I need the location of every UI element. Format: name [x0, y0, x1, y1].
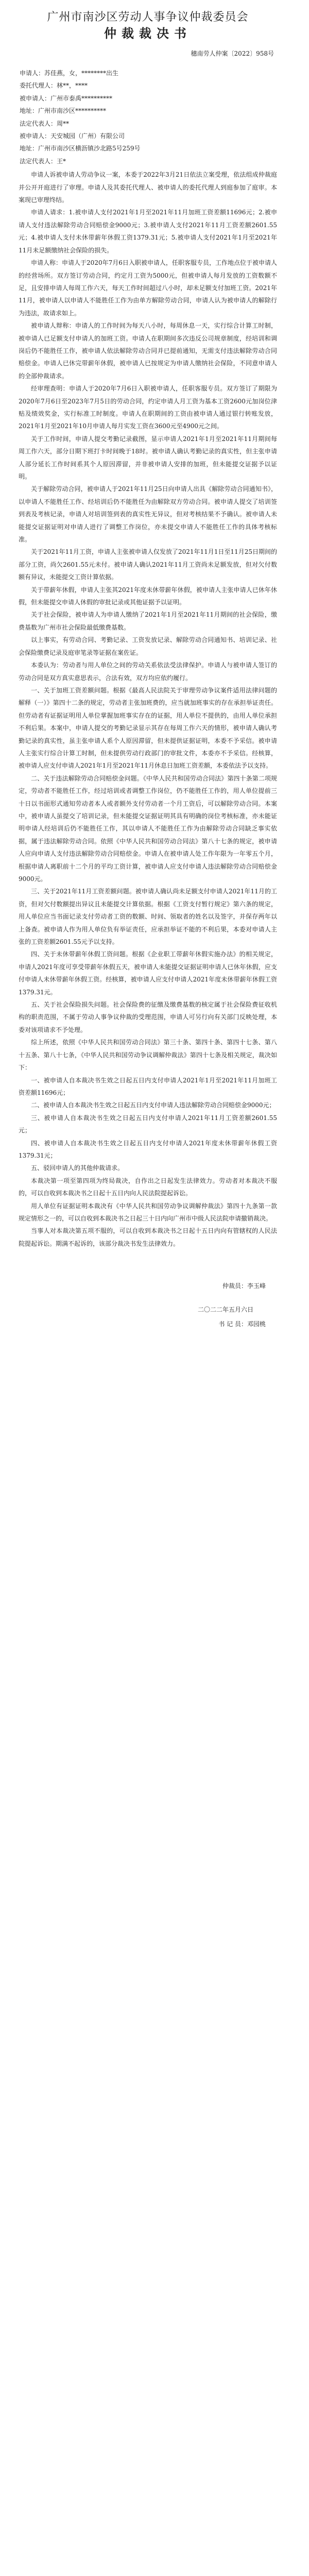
party-line: 委托代理人：林**，**** [20, 82, 88, 90]
arbitrator-signature: 仲裁员：李玉峰 [222, 1282, 266, 1290]
appeal-notice: 本裁决第一项至第四项为终局裁决，自作出之日起发生法律效力。劳动者对本裁决不服的，可以自收到本裁决书之日起十五日内向人民法院提起诉讼。 [19, 1177, 277, 1197]
claims-paragraph: 申请人请求：1.被申请人支付2021年1月至2021年11月加班工资差额11696元；2.被申请人支付违法解除劳动合同赔偿金9000元；3.被申请人支付2021年11月工资差额2601.55元；4.被申请人支付未休带薪年休假工资1379.31元；5.被申请人支付2021年1月至2021年11月未足额缴纳社会保险的损失。 [19, 209, 277, 254]
party-line: 被申请人：广州市泰禹********** [20, 94, 113, 102]
reasoning-paragraph: 五、关于社会保险损失问题。社会保险费的征缴及缴费基数的核定属于社会保险费征收机构的职责范围，不属于劳动人事争议仲裁的受理范围，申请人可另行向有关部门反映处理，本委对该项请求不予处理。 [19, 1001, 277, 1033]
facts-paragraph: 经审理查明：申请人于2020年7月6日入职被申请人，任职客服专员。双方签订了期限为2020年7月6日至2023年7月5日的劳动合同，约定申请人月工资为基本工资2600元加岗位津贴及绩效奖金，实行标准工时制度。申请人在职期间的工资由被申请人通过银行转账发放，2021年1月至2021年10月申请人每月实发工资在3600元至4900元之间。 [19, 385, 277, 430]
award-item: 一、被申请人自本裁决书生效之日起五日内支付申请人2021年1月至2021年11月加班工资差额11696元； [19, 1076, 277, 1096]
reasoning-paragraph: 二、关于违法解除劳动合同赔偿金问题。《中华人民共和国劳动合同法》第四十条第二项规定，劳动者不能胜任工作，经过培训或者调整工作岗位，仍不能胜任工作的，用人单位提前三十日以书面形式通知劳动者本人或者额外支付劳动者一个月工资后，可以解除劳动合同。本案中，被申请人虽提交了培训记录，但未能提交证据证明其具有明确的岗位考核标准，亦未能证明申请人经培训后仍不能胜任工作，其以申请人不能胜任工作为由解除劳动合同缺乏事实依据，属于违法解除劳动合同。依照《中华人民共和国劳动合同法》第八十七条的规定，被申请人应向申请人支付违法解除劳动合同赔偿金。申请人在被申请人处工作年限为一年零五个月，根据申请人离职前十二个月的平均工资计算，被申请人应支付申请人违法解除劳动合同赔偿金9000元。 [19, 774, 277, 883]
party-line: 申请人：苏佳燕，女，********出生 [20, 70, 119, 77]
clerk-signature: 书 记 员：邓园桃 [218, 1320, 266, 1328]
award-item: 三、被申请人自本裁决书生效之日起五日内支付申请人2021年11月工资差额2601.55元； [19, 1114, 277, 1134]
reasoning-paragraph: 本委认为：劳动者与用人单位之间的劳动关系依法受法律保护。申请人与被申请人签订的劳动合同是双方真实意思表示，合法有效，双方均应依约履行。 [19, 662, 277, 682]
facts-paragraph: 关于2021年11月工资，申请人主张被申请人仅发放了2021年11月1日至11月25日期间的部分工资，尚欠2601.55元未付。被申请人确认2021年11月工资尚未足额发放，但对欠付数额有异议，未能提交工资计算依据。 [19, 548, 277, 581]
issuing-committee-name: 广州市南沙区劳动人事争议仲裁委员会 [47, 11, 249, 24]
signature-block [19, 1279, 277, 1331]
reasoning-paragraph: 一、关于加班工资差额问题。根据《最高人民法院关于审理劳动争议案件适用法律问题的解释（一）》第四十二条的规定，劳动者主张加班费的，应当就加班事实的存在承担举证责任。但劳动者有证据证明用人单位掌握加班事实存在的证据，用人单位不提供的，由用人单位承担不利后果。本案中，申请人提交的考勤记录显示其存在每周工作六天的情形，被申请人确认考勤记录的真实性，虽主张申请人系个人原因滞留，但未提供证据证明，本委不予采信。被申请人主张实行综合计算工时制，但未提供劳动行政部门的审批文件，本委亦不予采信。经核算，被申请人应支付申请人2021年1月至2021年11月休息日加班工资差额，本委依法予以支持。 [19, 686, 277, 770]
award-body [19, 168, 277, 1250]
party-line: 法定代表人：周** [20, 120, 70, 127]
party-line: 地址：广州市南沙区********** [20, 107, 107, 115]
parties-section [19, 67, 277, 167]
reasoning-paragraph: 三、关于2021年11月工资差额问题。被申请人确认尚未足额支付申请人2021年11月的工资，但对欠付数额提出异议且未能提交计算依据。根据《工资支付暂行规定》第六条的规定，用人单位应当书面记录支付劳动者工资的数额、时间、领取者的姓名以及签字，并保存两年以上备查。被申请人作为用人单位负有举证责任，应承担举证不能的不利后果，本委对申请人主张的工资差额2601.55元予以支持。 [19, 888, 277, 946]
applicant-statement: 申请人称：申请人于2020年7月6日入职被申请人，任职客服专员，工作地点位于被申请人的经营场所。双方签订劳动合同，约定月工资为5000元，但被申请人每月发放的工资数额不足，且安排申请人每周工作六天，每天工作时间超过八小时，却未足额支付加班工资。2021年11月，被申请人以申请人不能胜任工作为由单方解除劳动合同，申请人认为被申请人的解除行为违法，故请求如上。 [19, 259, 277, 317]
facts-paragraph: 关于解除劳动合同，被申请人于2021年11月25日向申请人出具《解除劳动合同通知书》，以申请人不能胜任工作、经培训后仍不能胜任为由解除双方劳动合同。被申请人提交了培训签到表及考核记录，申请人对培训签到表的真实性无异议，但对考核结果不予确认。被申请人未能提交证据证明对申请人进行了调整工作岗位，亦未提交申请人不能胜任工作的具体考核标准。 [19, 485, 277, 544]
case-number: 穗南劳人仲案〔2022〕958号 [191, 50, 274, 57]
award-date: 二〇二二年五月六日 [197, 1306, 253, 1314]
award-item: 五、驳回申请人的其他仲裁请求。 [31, 1164, 124, 1172]
appeal-notice: 用人单位有证据证明本裁决有《中华人民共和国劳动争议调解仲裁法》第四十九条第一款规定情形之一的，可以自收到本裁决书之日起三十日内向广州市中级人民法院申请撤销裁决。 [19, 1202, 277, 1222]
facts-paragraph: 关于社会保险，被申请人为申请人缴纳了2021年1月至2021年11月期间的社会保险，缴费基数为广州市社会保险最低缴费基数。 [19, 611, 277, 631]
party-line: 地址：广州市南沙区横沥镇沙北路5号259号 [20, 145, 141, 152]
award-item: 四、被申请人自本裁决书生效之日起五日内支付申请人2021年度未休带薪年休假工资1379.31元； [19, 1139, 277, 1159]
facts-paragraph: 关于带薪年休假，申请人主张其2021年度未休带薪年休假，被申请人主张申请人已休年休假，但未能提交申请人休假的审批记录或其他证据予以证明。 [19, 586, 277, 606]
party-line: 被申请人：天安城园（广州）有限公司 [20, 132, 125, 140]
body-paragraph: 申请人诉被申请人劳动争议一案，本委于2022年3月21日依法立案受理，依法组成仲裁庭并公开开庭进行了审理。申请人及其委托代理人、被申请人的委托代理人到庭参加了庭审。本案现已审理终结。 [19, 171, 277, 204]
document-title: 仲裁裁决书 [104, 26, 192, 41]
evidence-paragraph: 以上事实，有劳动合同、考勤记录、工资发放记录、解除劳动合同通知书、培训记录、社会保险缴费记录及庭审笔录等证据在案佐证。 [19, 636, 277, 656]
reasoning-paragraph: 四、关于未休带薪年休假工资问题。根据《企业职工带薪年休假实施办法》的相关规定，申请人2021年度可享受带薪年休假五天，被申请人未能提交证据证明申请人已休年休假，应支付申请人未休带薪年休假工资。经核算，被申请人应支付申请人2021年度未休带薪年休假工资1379.31元。 [19, 951, 277, 996]
conclusion-paragraph: 综上所述，依照《中华人民共和国劳动合同法》第三十条、第四十条、第四十七条、第八十五条、第八十七条，《中华人民共和国劳动争议调解仲裁法》第四十七条及相关规定，裁决如下： [19, 1039, 277, 1072]
party-line: 法定代表人：王* [20, 157, 66, 165]
appeal-notice: 当事人对本裁决第五项不服的，可以自收到本裁决书之日起十五日内向有管辖权的人民法院提起诉讼。期满不起诉的，该部分裁决书发生法律效力。 [19, 1227, 277, 1247]
award-item: 二、被申请人自本裁决书生效之日起五日内支付申请人违法解除劳动合同赔偿金9000元； [31, 1101, 276, 1109]
facts-paragraph: 关于工作时间，申请人提交考勤记录截图，显示申请人2021年1月至2021年11月期间每周工作六天，部分日期下班打卡时间晚于18时。被申请人确认考勤记录的真实性，但主张申请人部分延长工作时间系其个人原因滞留，并非被申请人安排的加班，但未能提交证据予以证明。 [19, 435, 277, 480]
respondent-statement: 被申请人辩称：申请人的工作时间为每天八小时，每周休息一天，实行综合计算工时制，被申请人已足额支付申请人的加班工资。申请人在职期间多次违反公司规章制度，经培训和调岗后仍不能胜任工作，被申请人依法解除劳动合同并已提前通知，无需支付违法解除劳动合同赔偿金。申请人已休完带薪年休假，被申请人已按规定为申请人缴纳社会保险，不同意申请人的全部仲裁请求。 [19, 322, 277, 380]
